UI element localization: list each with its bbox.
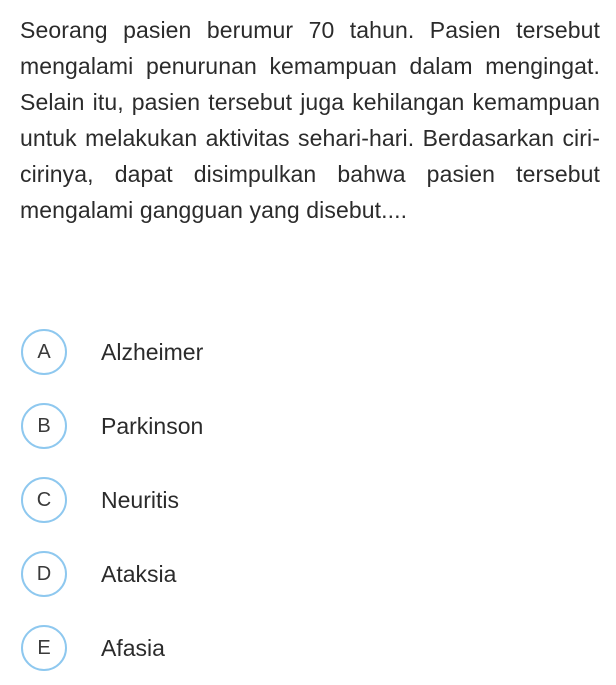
option-b-label: Parkinson: [101, 412, 204, 439]
option-a[interactable]: [21, 315, 581, 389]
option-a-label: Alzheimer: [101, 338, 204, 365]
option-d-label: Ataksia: [101, 560, 177, 587]
option-d-bubble[interactable]: D: [21, 551, 67, 597]
option-e[interactable]: [21, 611, 581, 685]
option-e-bubble[interactable]: E: [21, 625, 67, 671]
answer-options: [21, 315, 581, 685]
question-text: Seorang pasien berumur 70 tahun. Pasien tersebut mengalami penurunan kemampuan dalam mengingat. Selain itu, pasien tersebut juga kehilangan kemampuan untuk melakukan aktivitas sehari-hari. Berdasarkan ciri-cirinya, dapat disimpulkan bahwa pasien tersebut mengalami gangguan yang disebut....: [20, 17, 600, 223]
option-b[interactable]: [21, 389, 581, 463]
option-d[interactable]: [21, 537, 581, 611]
option-b-bubble[interactable]: B: [21, 403, 67, 449]
option-c-bubble[interactable]: C: [21, 477, 67, 523]
option-c-label: Neuritis: [101, 486, 179, 513]
option-e-label: Afasia: [101, 634, 165, 661]
option-c[interactable]: [21, 463, 581, 537]
option-a-bubble[interactable]: A: [21, 329, 67, 375]
